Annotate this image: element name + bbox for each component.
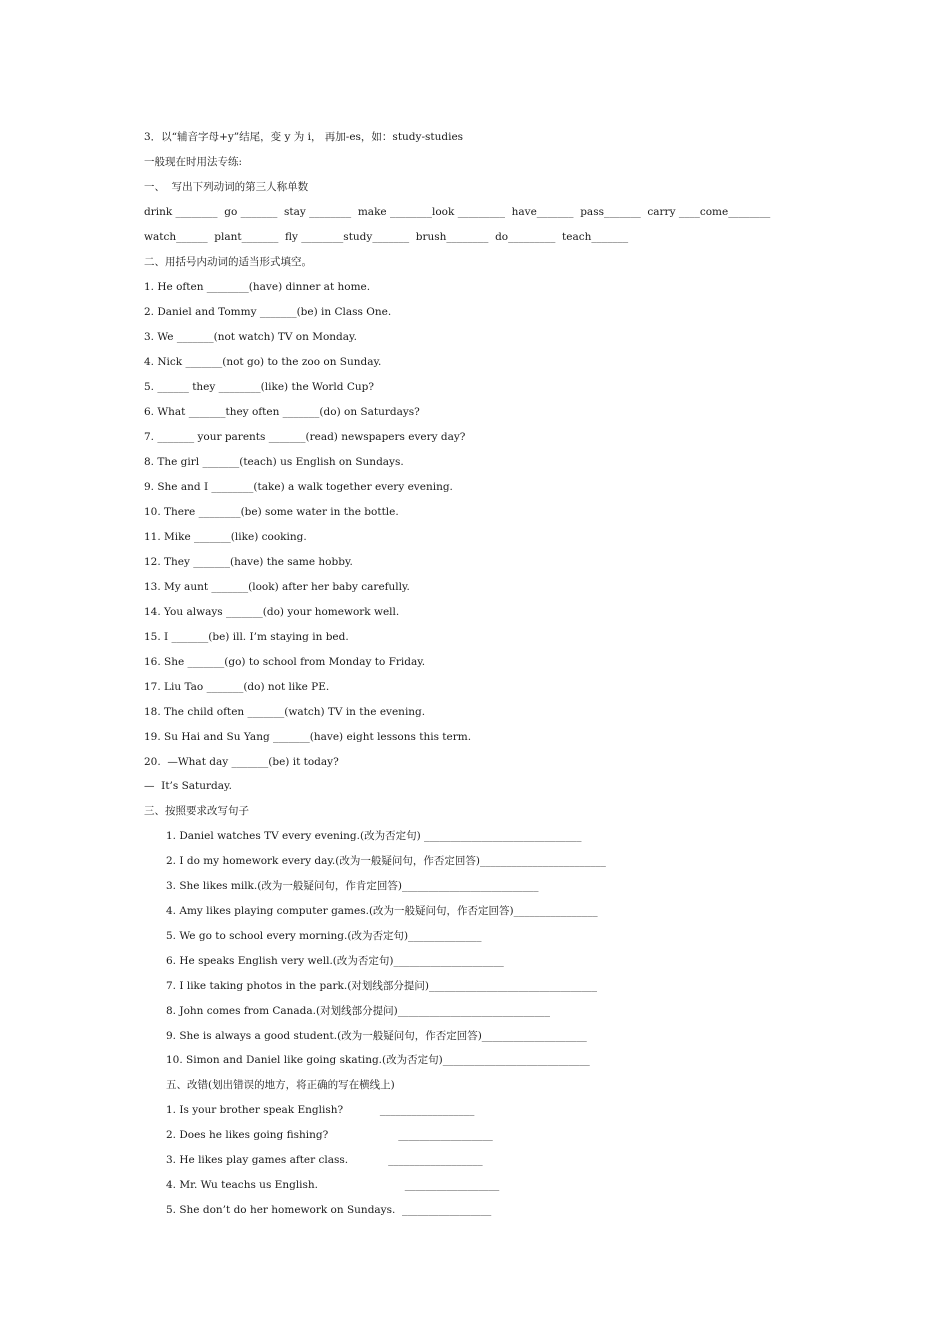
- fill-item: 10. There ________(be) some water in the bottle.: [144, 506, 399, 518]
- section-2-title: 二、用括号内动词的适当形式填空。: [144, 256, 312, 268]
- fill-item: 5. ______ they ________(like) the World Cup?: [144, 381, 375, 393]
- fill-item: 8. The girl _______(teach) us English on Sundays.: [144, 456, 404, 468]
- fill-item: 3. We _______(not watch) TV on Monday.: [144, 331, 357, 343]
- correction-item: 2. Does he likes going fishing? __________________: [166, 1129, 493, 1141]
- fill-item: 9. She and I ________(take) a walk together every evening.: [144, 481, 453, 493]
- fill-item: 19. Su Hai and Su Yang _______(have) eight lessons this term.: [144, 731, 472, 743]
- verb-row-2: watch______ plant_______ fly ________study_______ brush________ do_________ teach_______: [144, 231, 629, 243]
- rewrite-item: 4. Amy likes playing computer games.(改为一般疑问句，作否定回答)________________: [166, 905, 598, 917]
- section-3-title: 三、按照要求改写句子: [144, 805, 249, 817]
- fill-item: 20. —What day _______(be) it today?: [144, 756, 339, 768]
- rewrite-item: 5. We go to school every morning.(改为否定句)______________: [166, 930, 482, 942]
- correction-item: 4. Mr. Wu teachs us English. __________________: [166, 1179, 500, 1191]
- fill-item: 16. She _______(go) to school from Monday to Friday.: [144, 656, 426, 668]
- fill-item: 14. You always _______(do) your homework well.: [144, 606, 400, 618]
- fill-item: 1. He often ________(have) dinner at home.: [144, 281, 371, 293]
- fill-item: 12. They _______(have) the same hobby.: [144, 556, 353, 568]
- fill-item: 4. Nick _______(not go) to the zoo on Sunday.: [144, 356, 382, 368]
- rewrite-item: 7. I like taking photos in the park.(对划线部分提问)________________________________: [166, 980, 597, 992]
- fill-item: 11. Mike _______(like) cooking.: [144, 531, 307, 543]
- rewrite-item: 8. John comes from Canada.(对划线部分提问)_____________________________: [166, 1005, 550, 1017]
- rewrite-item: 6. He speaks English very well.(改为否定句)_____________________: [166, 955, 504, 967]
- fill-item: 17. Liu Tao _______(do) not like PE.: [144, 681, 330, 693]
- rewrite-item: 2. I do my homework every day.(改为一般疑问句，作否定回答)________________________: [166, 855, 606, 867]
- rewrite-item: 1. Daniel watches TV every evening.(改为否定句) ______________________________: [166, 830, 582, 842]
- fill-item: 7. _______ your parents _______(read) newspapers every day?: [144, 431, 466, 443]
- correction-item: 5. She don’t do her homework on Sundays. _________________: [166, 1204, 492, 1216]
- verb-row-1: drink ________ go _______ stay ________ make ________look _________ have_______ pass_______ carry ____come________: [144, 206, 771, 218]
- correction-item: 1. Is your brother speak English? __________________: [166, 1104, 475, 1116]
- fill-item: 15. I _______(be) ill. I’m staying in bed.: [144, 631, 349, 643]
- fill-item: 13. My aunt _______(look) after her baby carefully.: [144, 581, 410, 593]
- rule-3: 3．以“辅音字母+y”结尾，变 y 为 i， 再加-es，如：study-studies: [144, 131, 464, 143]
- fill-item: 18. The child often _______(watch) TV in the evening.: [144, 706, 426, 718]
- section-1-title: 一、 写出下列动词的第三人称单数: [144, 181, 309, 193]
- rewrite-item: 10. Simon and Daniel like going skating.(改为否定句)____________________________: [166, 1054, 590, 1066]
- rewrite-item: 3. She likes milk.(改为一般疑问句，作肯定回答)__________________________: [166, 880, 539, 892]
- practice-title: 一般现在时用法专练:: [144, 156, 243, 168]
- correction-item: 3. He likes play games after class. __________________: [166, 1154, 483, 1166]
- section-5-title: 五、改错(划出错误的地方，将正确的写在横线上): [166, 1079, 395, 1091]
- rewrite-item: 9. She is always a good student.(改为一般疑问句，作否定回答)____________________: [166, 1030, 587, 1042]
- fill-item: 2. Daniel and Tommy _______(be) in Class One.: [144, 306, 392, 318]
- fill-item: — It’s Saturday.: [144, 780, 232, 792]
- fill-item: 6. What _______they often _______(do) on Saturdays?: [144, 406, 420, 418]
